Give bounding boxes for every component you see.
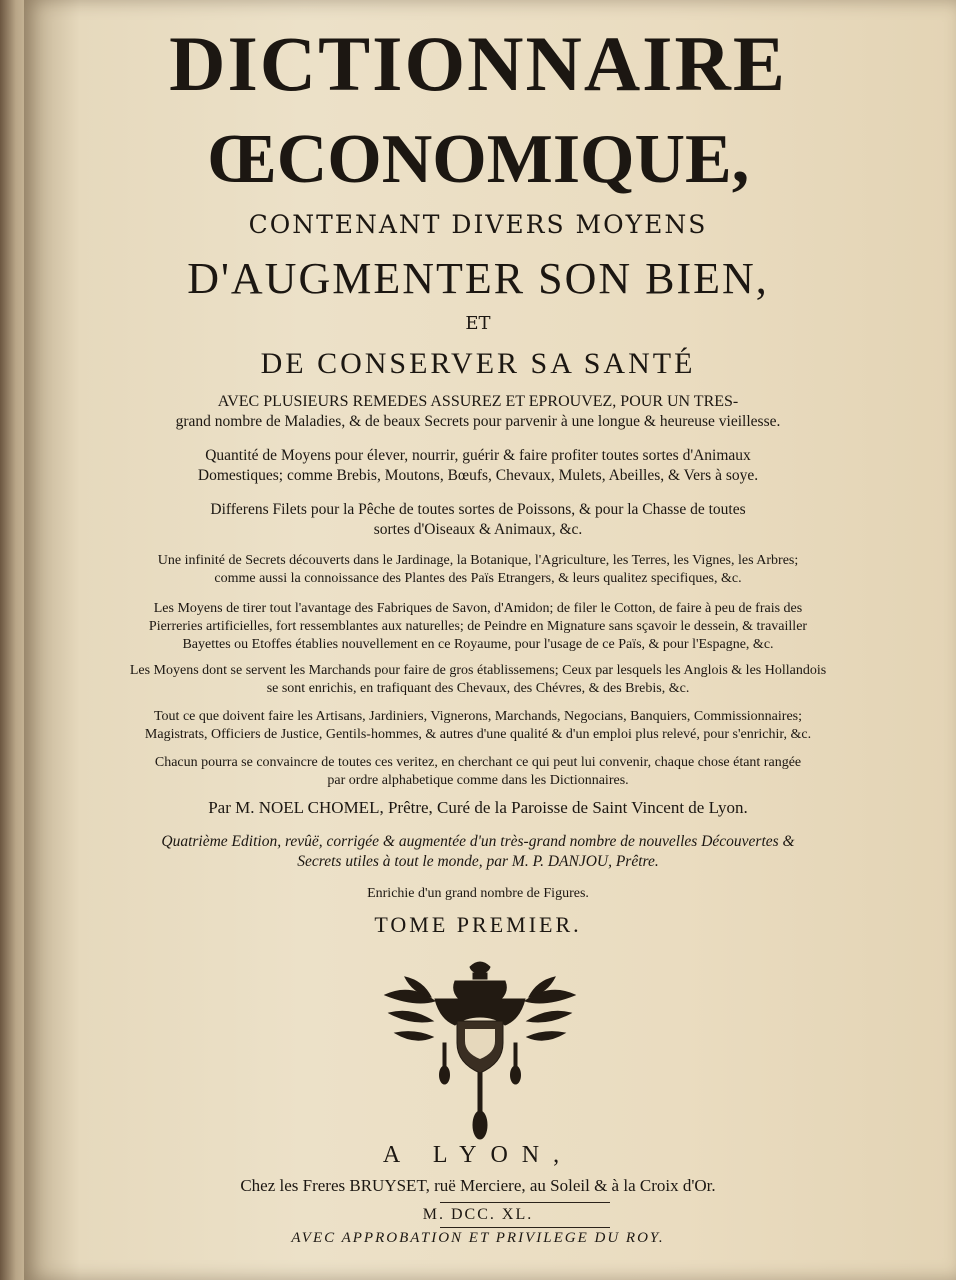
- edition-line-1: Quatrième Edition, revûë, corrigée & augmentée d'un très-grand nombre de nouvelles Découvertes &: [161, 833, 795, 850]
- rule-top: [440, 1202, 610, 1203]
- volume-label: TOME PREMIER.: [374, 912, 582, 937]
- para-4-line-1: Une infinité de Secrets découverts dans le Jardinage, la Botanique, l'Agriculture, les Terres, les Vignes, les Arbres;: [157, 553, 799, 568]
- imprint-publisher: Chez les Freres BRUYSET, ruë Merciere, au Soleil & à la Croix d'Or.: [240, 1176, 716, 1195]
- edition-line-2: Secrets utiles à tout le monde, par M. P. DANJOU, Prêtre.: [297, 853, 659, 870]
- para-2-line-2: Domestiques; comme Brebis, Moutons, Bœufs, Chevaux, Mulets, Abeilles, & Vers à soye.: [197, 467, 759, 484]
- imprint-place: A LYON,: [382, 1142, 574, 1168]
- para-5-line-2: Pierreries artificielles, fort ressemblantes aux naturelles; de Peindre en Mignature sans sçavoir le dessein, & travailler: [148, 619, 808, 634]
- para-5-line-3: Bayettes ou Etoffes établies nouvellement en ce Royaume, pour l'usage de ce Païs, & pour l'Espagne, &c.: [182, 637, 774, 652]
- para-3-line-2: sortes d'Oiseaux & Animaux, &c.: [373, 521, 583, 538]
- subtitle-3: DE CONSERVER SA SANTÉ: [260, 347, 696, 380]
- para-1-line-1: AVEC PLUSIEURS REMEDES ASSUREZ ET EPROUVEZ, POUR UN TRES-: [217, 393, 739, 410]
- main-title: DICTIONNAIRE: [169, 20, 787, 107]
- para-8-line-2: par ordre alphabetique comme dans les Dictionnaires.: [327, 773, 629, 788]
- para-6-line-2: se sont enrichis, en trafiquant des Chevaux, des Chévres, & des Brebis, &c.: [266, 681, 690, 696]
- privilege-line: AVEC APPROBATION ET PRIVILEGE DU ROY.: [291, 1230, 665, 1246]
- para-8-line-1: Chacun pourra se convaincre de toutes ces veritez, en cherchant ce qui peut lui convenir, chaque chose étant rangée: [154, 755, 802, 770]
- subtitle-1: CONTENANT DIVERS MOYENS: [248, 210, 708, 239]
- imprint-year: M. DCC. XL.: [422, 1206, 534, 1223]
- para-5-line-1: Les Moyens de tirer tout l'avantage des Fabriques de Savon, d'Amidon; de filer le Cotton, de faire à peu de frais des: [153, 601, 803, 616]
- author-line: Par M. NOEL CHOMEL, Prêtre, Curé de la Paroisse de Saint Vincent de Lyon.: [208, 798, 748, 817]
- para-2-line-1: Quantité de Moyens pour élever, nourrir, guérir & faire profiter toutes sortes d'Animaux: [205, 447, 751, 464]
- para-4-line-2: comme aussi la connoissance des Plantes des Païs Etrangers, & leurs qualitez specifiques, &c.: [214, 571, 742, 586]
- main-title-2: ŒCONOMIQUE,: [206, 121, 750, 198]
- para-3-line-1: Differens Filets pour la Pêche de toutes sortes de Poissons, & pour la Chasse de toutes: [210, 501, 746, 518]
- para-1-line-2: grand nombre de Maladies, & de beaux Secrets pour parvenir à une longue & heureuse vieillesse.: [175, 413, 781, 430]
- subtitle-2: D'AUGMENTER SON BIEN,: [187, 254, 769, 303]
- printer-ornament: [375, 955, 585, 1155]
- para-6-line-1: Les Moyens dont se servent les Marchands pour faire de gros établissemens; Ceux par lesquels les Anglois & les Hollandois: [129, 663, 827, 678]
- conjunction-et: ET: [465, 313, 491, 334]
- figures-note: Enrichie d'un grand nombre de Figures.: [367, 886, 589, 901]
- para-7-line-2: Magistrats, Officiers de Justice, Gentils-hommes, & autres d'une qualité & d'un emploi plus relevé, pour s'enrichir, &c.: [144, 727, 812, 742]
- para-7-line-1: Tout ce que doivent faire les Artisans, Jardiniers, Vignerons, Marchands, Negocians, Banquiers, Commissionnaires;: [153, 709, 802, 724]
